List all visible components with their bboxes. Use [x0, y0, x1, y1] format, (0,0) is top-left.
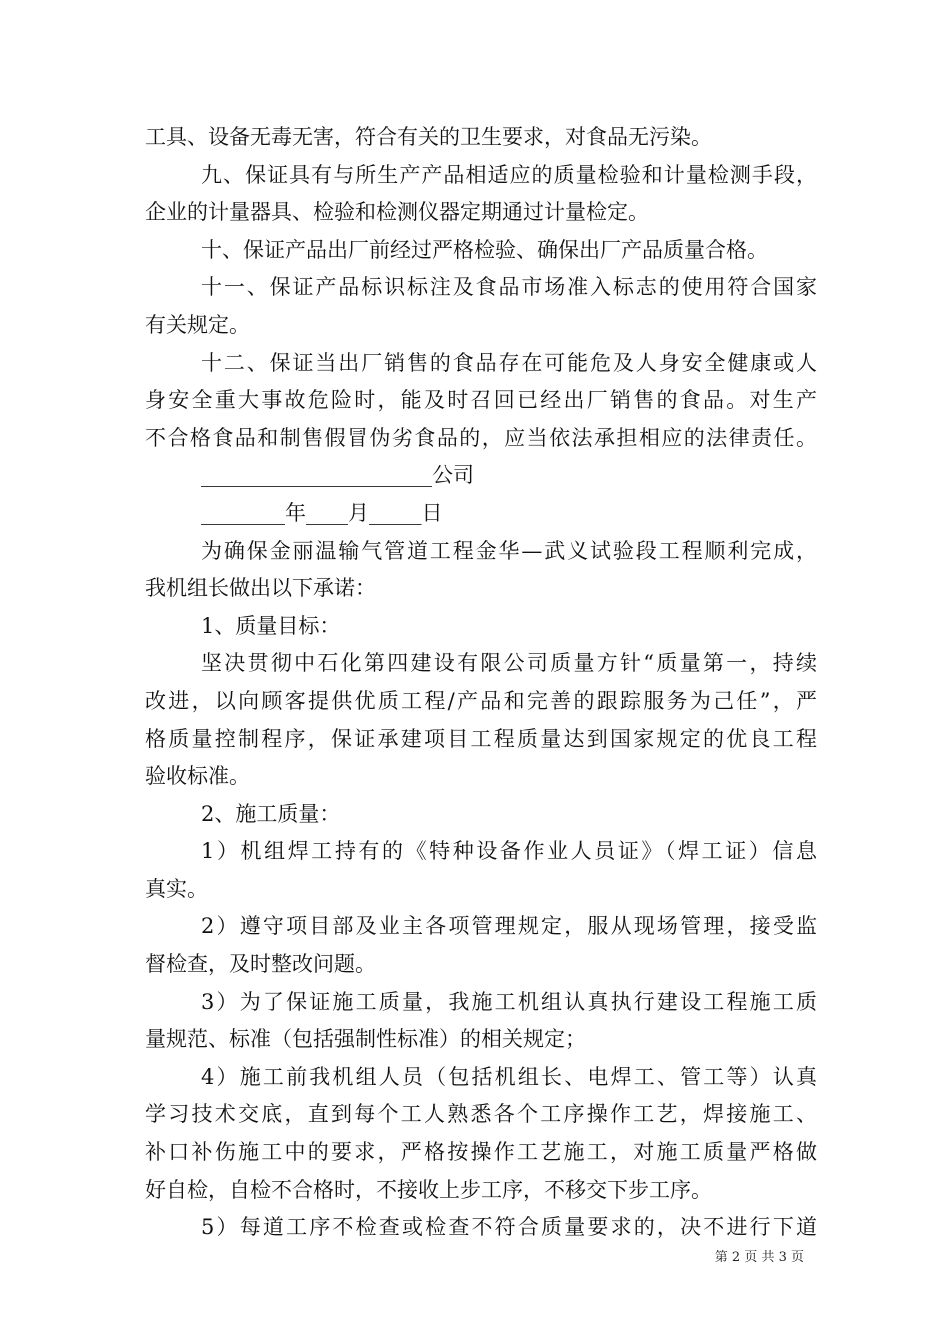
text-line: 量规范、标准（包括强制性标准）的相关规定； [145, 1027, 586, 1052]
text-line: 学习技术交底，直到每个工人熟悉各个工序操作工艺，焊接施工、 [145, 1102, 817, 1127]
text-line: 好自检，自检不合格时，不接收上步工序，不移交下步工序。 [145, 1177, 712, 1202]
text-line: ______________________公司 [201, 463, 474, 488]
text-line: 坚决贯彻中石化第四建设有限公司质量方针“质量第一，持续 [201, 651, 817, 676]
text-line: 我机组长做出以下承诺： [145, 576, 376, 601]
text-line: 为确保金丽温输气管道工程金华—武义试验段工程顺利完成， [201, 538, 817, 563]
text-line: 改进，以向顾客提供优质工程/产品和完善的跟踪服务为己任”，严 [145, 688, 817, 713]
text-line: 有关规定。 [145, 312, 250, 337]
text-line: 验收标准。 [145, 764, 250, 789]
text-line: 1、质量目标： [201, 613, 341, 638]
text-line: 十一、保证产品标识标注及食品市场准入标志的使用符合国家 [201, 275, 817, 300]
text-line: ________年____月_____日 [201, 500, 443, 525]
text-line: 3）为了保证施工质量，我施工机组认真执行建设工程施工质 [201, 989, 817, 1014]
text-line: 督检查，及时整改问题。 [145, 952, 376, 977]
text-line: 格质量控制程序，保证承建项目工程质量达到国家规定的优良工程 [145, 726, 817, 751]
page-number: 第 2 页 共 3 页 [714, 1250, 804, 1265]
text-line: 十二、保证当出厂销售的食品存在可能危及人身安全健康或人 [201, 350, 817, 375]
text-line: 5）每道工序不检查或检查不符合质量要求的，决不进行下道 [201, 1215, 817, 1240]
document-body [145, 119, 817, 1247]
text-line: 不合格食品和制售假冒伪劣食品的，应当依法承担相应的法律责任。 [145, 425, 817, 450]
text-line: 2）遵守项目部及业主各项管理规定，服从现场管理，接受监 [201, 914, 817, 939]
text-line: 4）施工前我机组人员（包括机组长、电焊工、管工等）认真 [201, 1064, 817, 1089]
text-line: 2、施工质量： [201, 801, 341, 826]
page-footer [0, 1246, 950, 1265]
text-line: 真实。 [145, 876, 208, 901]
text-line: 补口补伤施工中的要求，严格按操作工艺施工，对施工质量严格做 [145, 1140, 817, 1165]
text-line: 工具、设备无毒无害，符合有关的卫生要求，对食品无污染。 [145, 125, 712, 149]
text-line: 十、保证产品出厂前经过严格检验、确保出厂产品质量合格。 [201, 237, 768, 262]
text-line: 1）机组焊工持有的《特种设备作业人员证》（焊工证）信息 [201, 839, 817, 864]
text-line: 九、保证具有与所生产产品相适应的质量检验和计量检测手段， [201, 162, 817, 187]
text-line: 身安全重大事故危险时，能及时召回已经出厂销售的食品。对生产 [145, 388, 817, 413]
text-line: 企业的计量器具、检验和检测仪器定期通过计量检定。 [145, 200, 649, 225]
